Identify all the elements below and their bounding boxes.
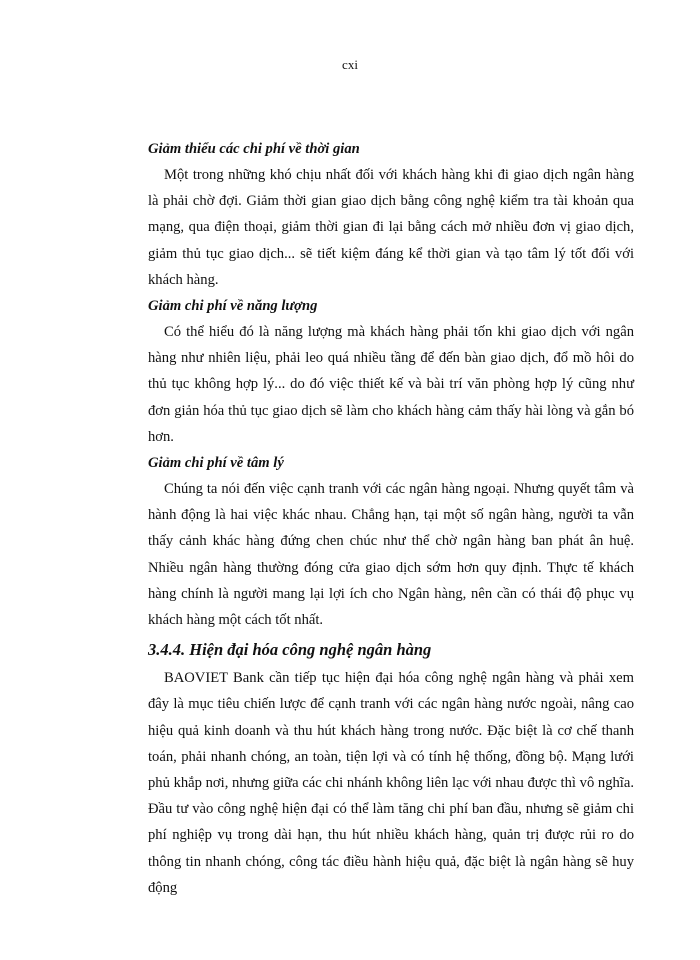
- subheading-time-cost: Giảm thiểu các chi phí về thời gian: [148, 141, 360, 157]
- paragraph-time-cost: Một trong những khó chịu nhất đối với khách hàng khi đi giao dịch ngân hàng là phải chờ đợi. Giảm thời gian giao dịch bằng công nghệ kiểm tra tài khoản qua mạng, qua điện thoại, giảm thời gian đi lại bằng cách mở nhiều đơn vị giao dịch, giảm thủ tục giao dịch... sẽ tiết kiệm đáng kể thời gian và tạo tâm lý tốt đối với khách hàng.: [148, 167, 634, 288]
- paragraph-energy-cost: Có thể hiểu đó là năng lượng mà khách hàng phải tốn khi giao dịch với ngân hàng như nhiên liệu, phải leo quá nhiều tầng để đến bàn giao dịch, đổ mồ hôi do thủ tục không hợp lý... do đó việc thiết kế và bài trí văn phòng hợp lý cũng như đơn giản hóa thủ tục giao dịch sẽ làm cho khách hàng cảm thấy hài lòng và gắn bó hơn.: [148, 324, 634, 445]
- subheading-energy-cost: Giảm chi phí về năng lượng: [148, 298, 318, 315]
- subheading-psychological-cost: Giảm chi phí về tâm lý: [148, 455, 284, 472]
- section-title: 3.4.4. Hiện đại hóa công nghệ ngân hàng: [148, 640, 432, 660]
- paragraph-technology: BAOVIET Bank cần tiếp tục hiện đại hóa công nghệ ngân hàng và phải xem đây là mục tiêu chiến lược để cạnh tranh với các ngân hàng nước ngoài, nâng cao hiệu quả kinh doanh và thu hút khách hàng trong nước. Đặc biệt là cơ chế thanh toán, phải nhanh chóng, an toàn, tiện lợi và có tính hệ thống, đồng bộ. Mạng lưới phủ khắp nơi, nhưng giữa các chi nhánh không liên lạc với nhau được thì vô nghĩa. Đầu tư vào công nghệ hiện đại có thể làm tăng chi phí ban đầu, nhưng sẽ giảm chi phí nghiệp vụ trong dài hạn, thu hút nhiều khách hàng, quản trị được rủi ro do thông tin nhanh chóng, công tác điều hành hiệu quả, đặc biệt là ngân hàng sẽ huy động: [148, 670, 634, 896]
- paragraph-psychological-cost: Chúng ta nói đến việc cạnh tranh với các ngân hàng ngoại. Nhưng quyết tâm và hành động là hai việc khác nhau. Chẳng hạn, tại một số ngân hàng, người ta vẫn thấy cảnh khác hàng đứng chen chúc như thể chờ ngân hàng ban phát ân huệ. Nhiều ngân hàng thường đóng cửa giao dịch sớm hơn quy định. Thực tế khách hàng chính là người mang lại lợi ích cho Ngân hàng, nên cần có thái độ phục vụ khách hàng một cách tốt nhất.: [148, 481, 634, 629]
- page-content: [148, 136, 634, 901]
- page-number: cxi: [342, 57, 358, 72]
